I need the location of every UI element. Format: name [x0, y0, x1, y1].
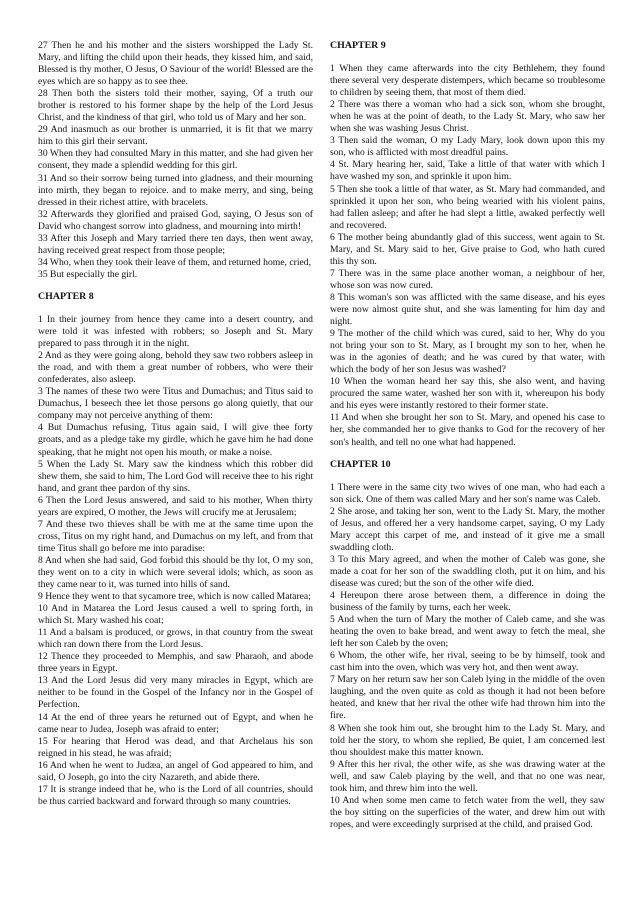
verse-paragraph: 10 And when some men came to fetch water from the well, they saw the boy sitting on the superficies of the water, and drew him out with ropes, and were exceedingly surprised at the child, and praised God.	[330, 794, 605, 830]
verse-paragraph: 7 And these two thieves shall be with me at the same time upon the cross, Titus on my right hand, and Dumachus on my left, and from that time Titus shall go before me into paradise:	[38, 518, 313, 554]
verse-paragraph: 11 And a balsam is produced, or grows, in that country from the sweat which ran down there from the Lord Jesus.	[38, 627, 313, 651]
right-column	[330, 40, 605, 831]
verse-paragraph: 3 To this Mary agreed, and when the mother of Caleb was gone, she made a coat for her son of the swaddling cloth, put it on him, and his disease was cured; but the son of the other wife died.	[330, 553, 605, 589]
verse-paragraph: 8 This woman's son was afflicted with the same disease, and his eyes were now almost quite shut, and she was lamenting for him day and night.	[330, 291, 605, 328]
verse-paragraph: 5 And when the turn of Mary the mother of Caleb came, and she was heating the oven to bake bread, and went away to fetch the meal, she left her son Caleb by the oven;	[330, 614, 605, 650]
verse-paragraph: 17 It is strange indeed that he, who is the Lord of all countries, should be thus carried backward and forward through so many countries.	[38, 783, 313, 807]
verse-paragraph: 28 Then both the sisters told their mother, saying, Of a truth our brother is restored to his former shape by the help of the Lord Jesus Christ, and the kindness of that girl, who told us of Mary and her son.	[38, 88, 313, 124]
verse-paragraph: 9 Hence they went to that sycamore tree, which is now called Matarea;	[38, 591, 311, 603]
verse-paragraph: 5 When the Lady St. Mary saw the kindness which this robber did shew them, she said to him, The Lord God will receive thee to his right hand, and grant thee pardon of thy sins.	[38, 458, 313, 494]
verse-paragraph: 8 When she took him out, she brought him to the Lady St. Mary, and told her the story, to whom she replied, Be quiet, I am concerned lest thou shouldest make this matter known.	[330, 722, 605, 758]
verse-paragraph: 30 When they had consulted Mary in this matter, and she had given her consent, they made a splendid wedding for this girl.	[38, 148, 313, 172]
left-column	[38, 40, 313, 808]
chapter-heading: CHAPTER 10	[330, 458, 391, 470]
chapter-heading: CHAPTER 8	[38, 290, 94, 302]
verse-paragraph: 5 Then she took a little of that water, as St. Mary had commanded, and sprinkled it upon her son, who being wearied with his violent pains, had fallen asleep; and after he had slept a little, awaked perfectly well and recovered.	[330, 183, 605, 231]
verse-paragraph: 15 For hearing that Herod was dead, and that Archelaus his son reigned in his stead, he was afraid;	[38, 735, 313, 759]
verse-paragraph: 8 And when she had said, God forbid this should be thy lot, O my son, they went on to a city in which were several idols; which, as soon as they came near to it, was turned into hills of sand.	[38, 554, 313, 591]
verse-paragraph: 29 And inasmuch as our brother is unmarried, it is fit that we marry him to this girl their servant.	[38, 124, 313, 148]
verse-paragraph: 7 Mary on her return saw her son Caleb lying in the middle of the oven laughing, and the oven quite as cold as though it had not been before heated, and knew that her rival the other wife had thrown him into the fire.	[330, 674, 605, 722]
verse-paragraph: 2 There was there a woman who had a sick son, whom she brought, when he was at the point of death, to the Lady St. Mary, who saw her when she was washing Jesus Christ.	[330, 99, 605, 135]
verse-paragraph: 4 St. Mary hearing her, said, Take a little of that water with which I have washed my son, and sprinkle it upon him.	[330, 159, 605, 183]
verse-paragraph: 1 When they came afterwards into the city Bethlehem, they found there several very desperate distempers, which became so troublesome to children by seeing them, that most of them died.	[330, 63, 605, 99]
verse-paragraph: 31 And so their sorrow being turned into gladness, and their mourning into mirth, they began to rejoice. and to make merry, and sing, being dressed in their richest attire, with bracelets.	[38, 172, 313, 208]
verse-paragraph: 9 The mother of the child which was cured, said to her, Why do you not bring your son to St. Mary, as I brought my son to her, when he was in the agonies of death; and he was cured by that water, with which the body of her son Jesus was washed?	[330, 328, 605, 376]
verse-paragraph: 6 Then the Lord Jesus answered, and said to his mother, When thirty years are expired, O mother, the Jews will crucify me at Jerusalem;	[38, 494, 313, 518]
verse-paragraph: 4 But Dumachus refusing, Titus again said, I will give thee forty groats, and as a pledge take my girdle, which he gave him he had done speaking, that he might not open his mouth, or make a noise.	[38, 422, 313, 458]
chapter-heading: CHAPTER 9	[330, 40, 386, 51]
verse-paragraph: 2 And as they were going along, behold they saw two robbers asleep in the road, and with them a great number of robbers, who were their confederates, also asleep.	[38, 350, 313, 386]
verse-paragraph: 35 But especially the girl.	[38, 268, 138, 280]
verse-paragraph: 9 After this her rival, the other wife, as she was drawing water at the well, and saw Caleb playing by the well, and that no one was near, took him, and threw him into the well.	[330, 758, 605, 794]
verse-paragraph: 10 When the woman heard her say this, she also went, and having procured the same water, washed her son with it, whereupon his body and his eyes were instantly restored to their former state.	[330, 376, 605, 412]
verse-paragraph: 6 Whom, the other wife, her rival, seeing to be by himself, took and cast him into the oven, which was very hot, and then went away.	[330, 650, 605, 674]
verse-paragraph: 6 The mother being abundantly glad of this success, went again to St. Mary, and St. Mary said to her, Give praise to God, who hath cured this thy son.	[330, 231, 605, 267]
verse-paragraph: 32 Afterwards they glorified and praised God, saying, O Jesus son of David who changest sorrow into gladness, and mourning into mirth!	[38, 208, 313, 232]
verse-paragraph: 27 Then he and his mother and the sisters worshipped the Lady St. Mary, and lifting the child upon their heads, they kissed him, and said, Blessed is thy mother, O Jesus, O Saviour of the world! Blessed are the eyes which are so happy as to see thee.	[38, 40, 313, 88]
verse-paragraph: 2 She arose, and taking her son, went to the Lady St. Mary, the mother of Jesus, and offered her a very handsome carpet, saying, O my Lady Mary accept this carpet of me, and instead of it give me a small swaddling cloth.	[330, 505, 605, 553]
verse-paragraph: 13 And the Lord Jesus did very many miracles in Egypt, which are neither to be found in the Gospel of the Infancy nor in the Gospel of Perfection.	[38, 675, 313, 711]
verse-paragraph: 3 Then said the woman, O my Lady Mary, look down upon this my son, who is afflicted with most dreadful pains.	[330, 135, 605, 159]
verse-paragraph: 12 Thence they proceeded to Memphis, and saw Pharaoh, and abode three years in Egypt.	[38, 651, 313, 675]
verse-paragraph: 1 There were in the same city two wives of one man, who had each a son sick. One of them was called Mary and her son's name was Caleb.	[330, 481, 605, 505]
verse-paragraph: 11 And when she brought her son to St. Mary, and opened his case to her, she commanded her to give thanks to God for the recovery of her son's health, and tell no one what had happened.	[330, 412, 605, 448]
verse-paragraph: 14 At the end of three years he returned out of Egypt, and when he came near to Judea, Joseph was afraid to enter;	[38, 711, 313, 735]
verse-paragraph: 7 There was in the same place another woman, a neighbour of her, whose son was now cured.	[330, 267, 605, 291]
verse-paragraph: 16 And when he went to Judæa, an angel of God appeared to him, and said, O Joseph, go into the city Nazareth, and abide there.	[38, 759, 313, 783]
verse-paragraph: 34 Who, when they took their leave of them, and returned home, cried,	[38, 256, 311, 268]
verse-paragraph: 10 And in Matarea the Lord Jesus caused a well to spring forth, in which St. Mary washed his coat;	[38, 603, 313, 627]
verse-paragraph: 33 After this Joseph and Mary tarried there ten days, then went away, having received great respect from those people;	[38, 232, 313, 256]
verse-paragraph: 4 Hereupon there arose between them, a difference in doing the business of the family by turns, each her week.	[330, 590, 605, 614]
verse-paragraph: 3 The names of these two were Titus and Dumachus; and Titus said to Dumachus, I beseech thee let those persons go along quietly, that our company may not perceive anything of them:	[38, 386, 313, 422]
verse-paragraph: 1 In their journey from hence they came into a desert country, and were told it was infested with robbers; so Joseph and St. Mary prepared to pass through it in the night.	[38, 313, 313, 350]
